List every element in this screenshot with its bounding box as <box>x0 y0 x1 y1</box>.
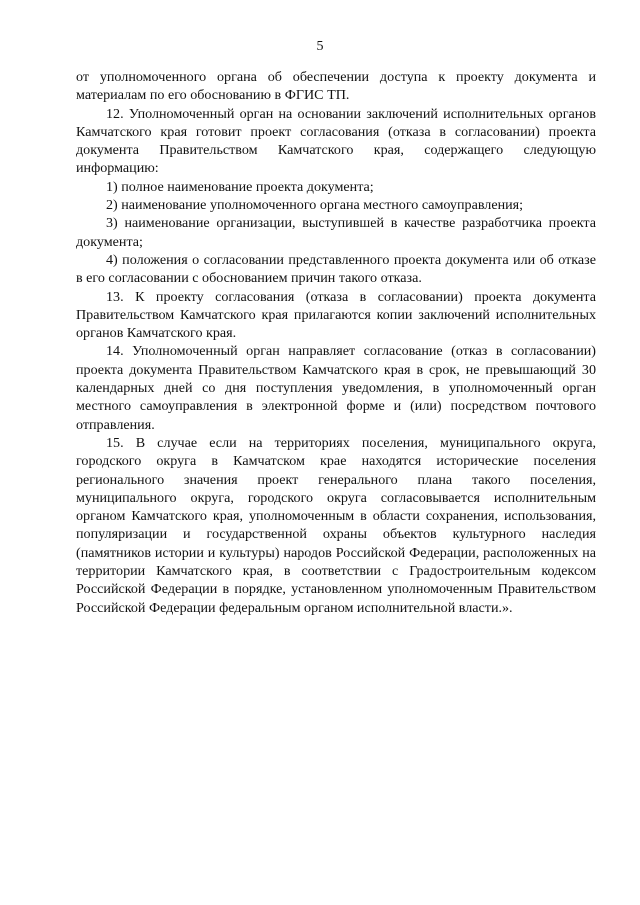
paragraph-item-14: 14. Уполномоченный орган направляет согласование (отказ в согласовании) проекта документа Правительством Камчатского края в срок, не превышающий 30 календарных дней со дня поступления уведомления, в уполномоченный орган местного самоуправления в электронной форме и (или) посредством почтового отправления. <box>76 343 596 433</box>
paragraph-item-13: 13. К проекту согласования (отказа в согласовании) проекта документа Правительством Камчатского края прилагаются копии заключений исполнительных органов Камчатского края. <box>76 288 596 342</box>
paragraph-continuation: от уполномоченного органа об обеспечении доступа к проекту документа и материалам по его обоснованию в ФГИС ТП. <box>76 69 596 104</box>
list-item-3: 3) наименование организации, выступившей в качестве разработчика проекта документа; <box>76 215 596 250</box>
paragraph-item-15: 15. В случае если на территориях поселения, муниципального округа, городского округа в Камчатском крае находятся исторические поселения регионального значения проект генерального плана такого поселения, муниципального округа, городского округа согласовывается исполнительным органом Камчатского края, уполномоченным в области сохранения, использования, популяризации и государственной охраны объектов культурного наследия (памятников истории и культуры) народов Российской Федерации, расположенных на территории Камчатского края, в соответствии с Градостроительным кодексом Российской Федерации в порядке, установленном уполномоченным Правительством Российской Федерации федеральным органом исполнительной власти.». <box>76 434 596 616</box>
document-body <box>76 68 596 617</box>
list-item-2: 2) наименование уполномоченного органа местного самоуправления; <box>106 197 524 214</box>
paragraph-item-12: 12. Уполномоченный орган на основании заключений исполнительных органов Камчатского края готовит проект согласования (отказа в согласовании) проекта документа Правительством Камчатского края, содержащего следующую информацию: <box>76 105 596 177</box>
page-number: 5 <box>316 39 324 54</box>
list-item-4: 4) положения о согласовании представленного проекта документа или об отказе в его согласовании с обоснованием причин такого отказа. <box>76 251 596 287</box>
list-item-1: 1) полное наименование проекта документа; <box>106 178 374 195</box>
